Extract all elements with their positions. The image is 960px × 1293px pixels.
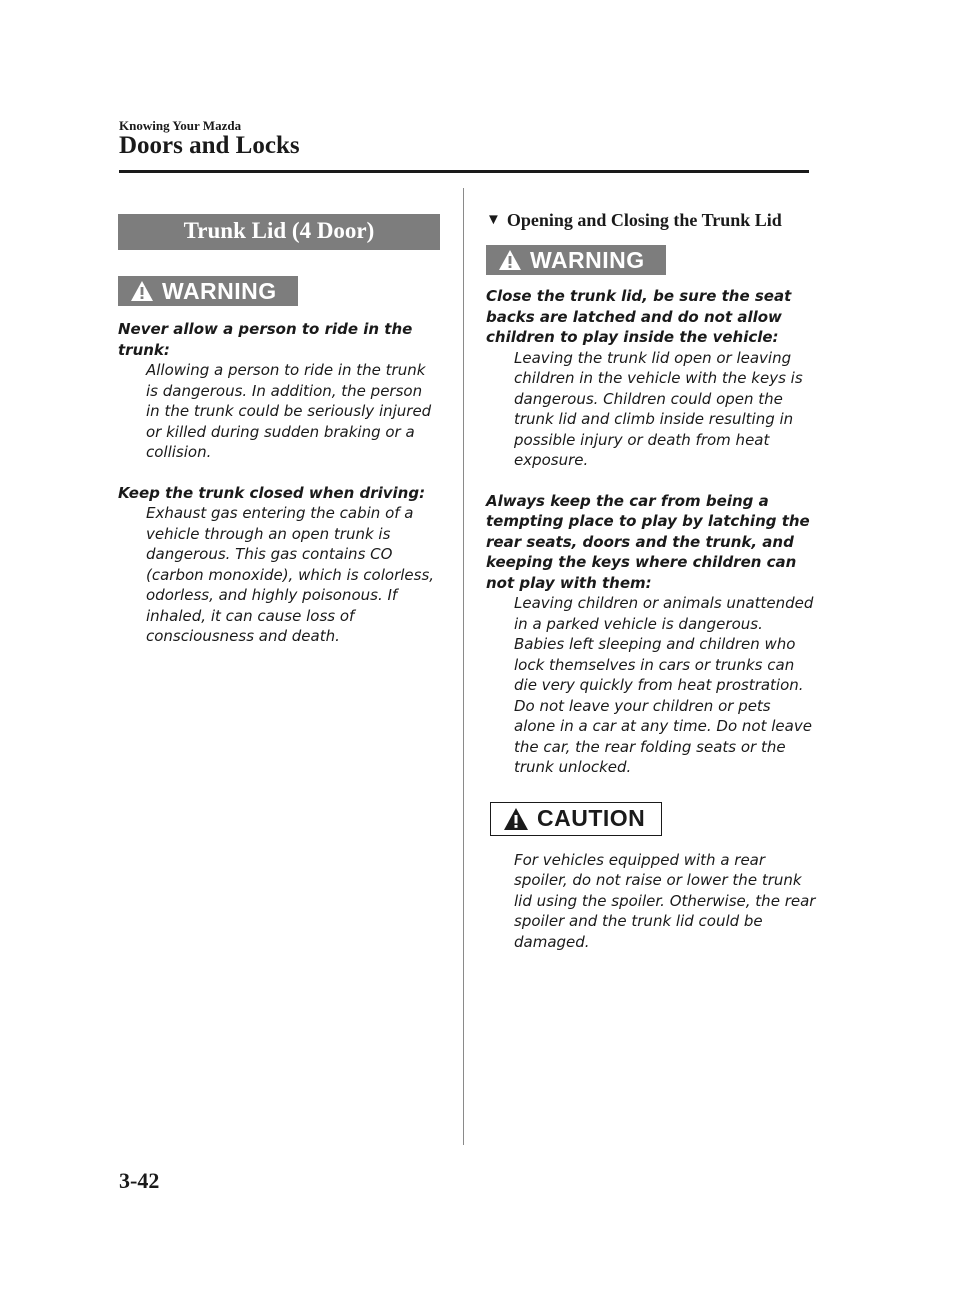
header-rule xyxy=(119,170,809,173)
warning-item-body: Exhaust gas entering the cabin of a vehicle through an open trunk is dangerous. This gas contains CO (carbon monoxide), which is colorless, odorless, and highly poisonous. If inhaled, it can cause loss of consciousness and death. xyxy=(146,504,435,645)
warning-triangle-icon xyxy=(130,280,154,302)
warning-text xyxy=(486,286,816,778)
page-number: 3-42 xyxy=(119,1168,160,1193)
warning-item-lead: Close the trunk lid, be sure the seat backs are latched and do not allow children to play inside the vehicle: xyxy=(486,287,792,346)
warning-text xyxy=(118,319,440,647)
triangle-down-icon: ▼ xyxy=(486,212,501,228)
column-divider xyxy=(463,188,464,1145)
section-kicker: Knowing Your Mazda xyxy=(119,118,242,133)
caution-label: CAUTION xyxy=(537,805,646,831)
warning-label: WARNING xyxy=(162,277,277,304)
caution-badge xyxy=(490,802,662,836)
warning-item-body: Allowing a person to ride in the trunk is dangerous. In addition, the person in the trunk could be seriously injured or killed during sudden braking or a collision. xyxy=(146,361,432,461)
caution-text xyxy=(486,850,816,953)
warning-item-body: Leaving the trunk lid open or leaving children in the vehicle with the keys is dangerous. Children could open the trunk lid and climb inside resulting in possible injury or death from heat exposure. xyxy=(514,348,803,469)
subsection-title: Opening and Closing the Trunk Lid xyxy=(506,210,782,230)
caution-body: For vehicles equipped with a rear spoiler, do not raise or lower the trunk lid using the spoiler. Otherwise, the rear spoiler and the trunk lid could be damaged. xyxy=(514,850,816,951)
section-title: Trunk Lid (4 Door) xyxy=(118,214,440,250)
warning-badge xyxy=(486,245,666,275)
caution-triangle-icon xyxy=(503,807,529,831)
warning-label: WARNING xyxy=(530,246,645,273)
warning-item-lead: Never allow a person to ride in the trunk: xyxy=(118,320,413,359)
warning-item-lead: Always keep the car from being a tempting place to play by latching the rear seats, doors and the trunk, and keeping the keys where children can not play with them: xyxy=(486,491,810,592)
warning-item-body: Leaving children or animals unattended in a parked vehicle is dangerous. Babies left sleeping and children who lock themselves in cars or trunks can die very quickly from heat prostration. Do not leave your children or pets alone in a car at any time. Do not leave the car, the rear folding seats or the trunk unlocked. xyxy=(514,594,814,776)
warning-triangle-icon xyxy=(498,249,522,271)
warning-item-lead: Keep the trunk closed when driving: xyxy=(118,483,426,502)
left-column xyxy=(118,214,440,647)
subsection-heading xyxy=(486,210,816,231)
page-heading: Doors and Locks xyxy=(119,132,300,159)
warning-badge xyxy=(118,276,298,306)
right-column xyxy=(486,210,816,952)
